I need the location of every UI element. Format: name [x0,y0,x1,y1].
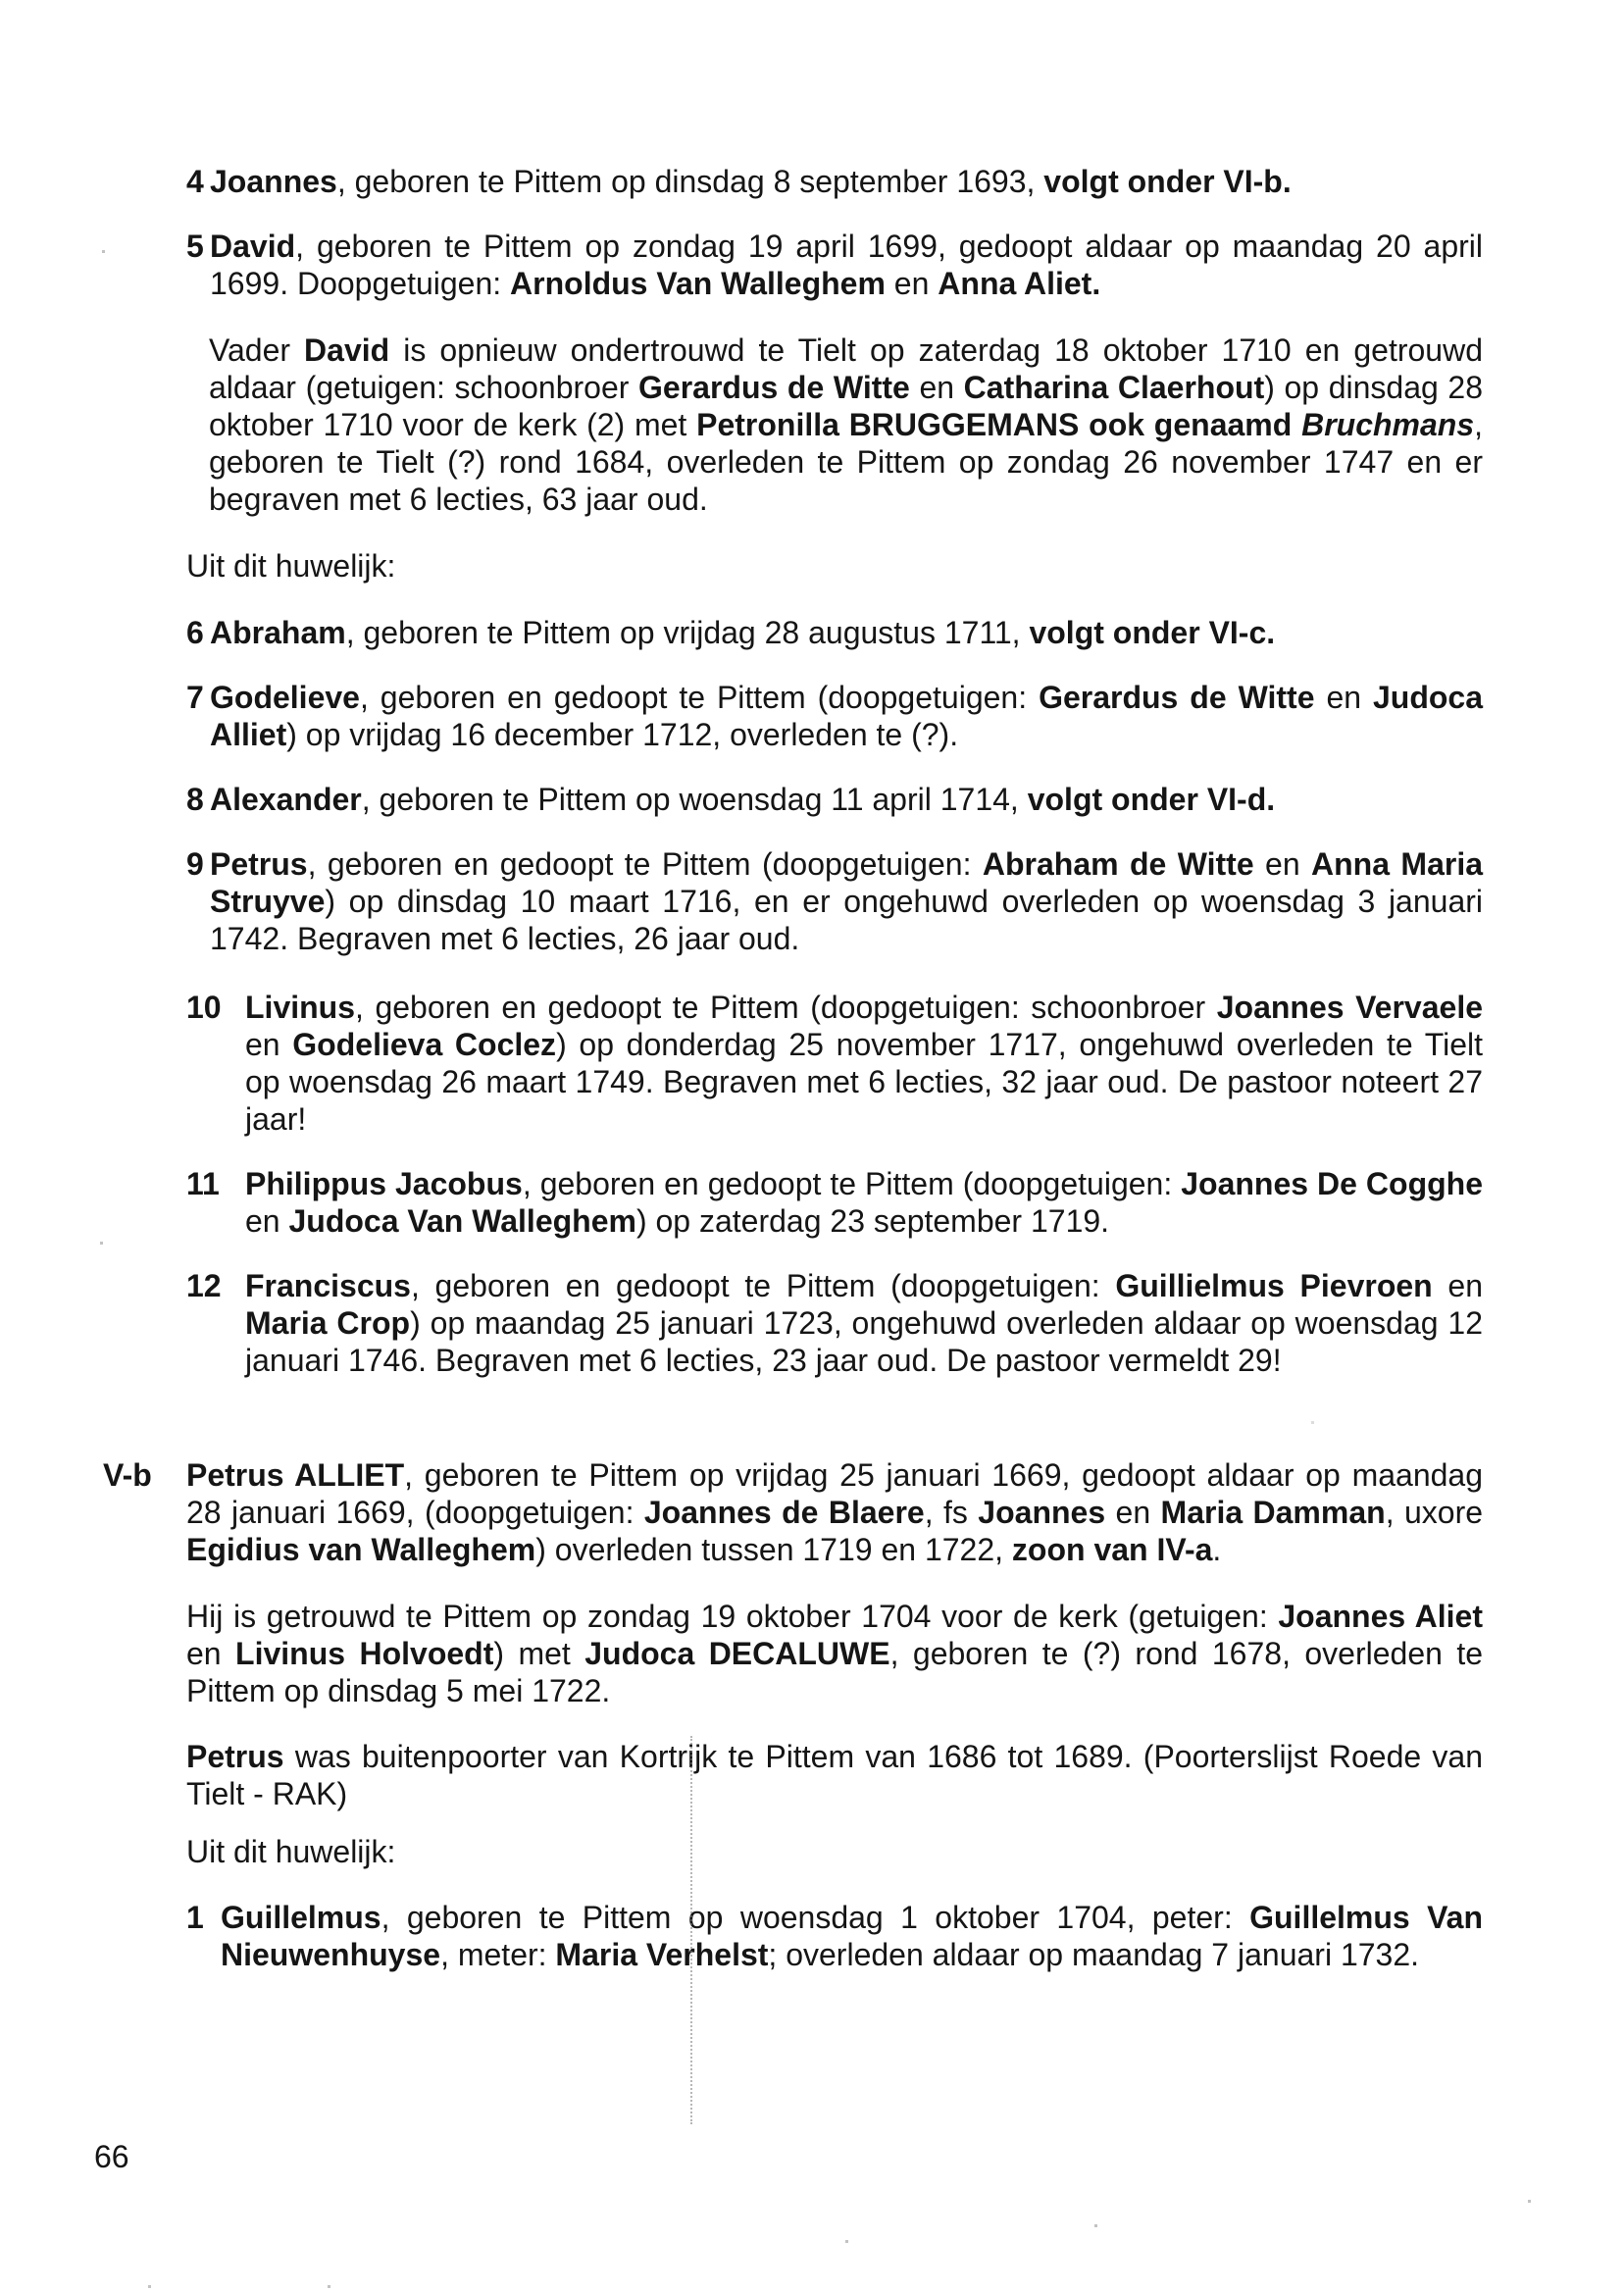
children-label: Uit dit huwelijk: [186,1834,396,1869]
genealogy-entry-10 [186,989,1483,1138]
entry-text: Livinus, geboren en gedoopt te Pittem (doopgetuigen: schoonbroer Joannes Vervaele en Godelieva Coclez) op donderdag 25 november 1717, ongehuwd overleden te Tielt op woensdag 26 maart 1749. Begraven met 6 lecties, 32 jaar oud. De pastoor noteert 27 jaar! [245,990,1484,1137]
section-vb-label: V-b [103,1457,152,1493]
entry-number: 8 [186,782,204,817]
genealogy-entry-1 [186,1899,1483,1973]
entry-text: Philippus Jacobus, geboren en gedoopt te Pittem (doopgetuigen: Joannes De Cogghe en Judoca Van Walleghem) op zaterdag 23 september 1719. [245,1166,1484,1239]
entry-text: Abraham, geboren te Pittem op vrijdag 28 augustus 1711, volgt onder VI-c. [210,615,1276,650]
scan-speck [1528,2200,1531,2203]
entry-number: 11 [186,1166,220,1201]
scan-speck [100,1242,103,1245]
section-vb-entry [103,1456,1483,1568]
scan-speck [328,2285,330,2288]
entry-text: Franciscus, geboren en gedoopt te Pittem (doopgetuigen: Guillielmus Pievroen en Maria Crop) op maandag 25 januari 1723, ongehuwd overleden aldaar op woensdag 12 januari 1746. Begraven met 6 lecties, 23 jaar oud. De pastoor vermeldt 29! [245,1268,1484,1378]
scan-artifact-line [690,1736,692,2124]
entry-number: 10 [186,990,222,1025]
genealogy-entry-6 [186,614,1483,651]
entry-text: Alexander, geboren te Pittem op woensdag 11 april 1714, volgt onder VI-d. [210,782,1276,817]
scan-speck [102,250,105,253]
marriage-paragraph: Hij is getrouwd te Pittem op zondag 19 oktober 1704 voor de kerk (getuigen: Joannes Aliet en Livinus Holvoedt) met Judoca DECALUWE, geboren te (?) rond 1678, overleden te Pittem op dinsdag 5 mei 1722. [186,1599,1484,1708]
entry-text: Petrus ALLIET, geboren te Pittem op vrijdag 25 januari 1669, gedoopt aldaar op maandag 28 januari 1669, (doopgetuigen: Joannes de Blaere, fs Joannes en Maria Damman, uxore Egidius van Walleghem) overleden tussen 1719 en 1722, zoon van IV-a. [186,1457,1484,1567]
scan-speck [1094,2224,1097,2227]
genealogy-entry-11 [186,1165,1483,1240]
genealogy-entry-9 [186,845,1483,957]
entry-text: Guillelmus, geboren te Pittem op woensdag 1 oktober 1704, peter: Guillelmus Van Nieuwenhuyse, meter: Maria Verhelst; overleden aldaar op maandag 7 januari 1732. [221,1900,1484,1972]
remarriage-paragraph: Vader David is opnieuw ondertrouwd te Tielt op zaterdag 18 oktober 1710 en getrouwd aldaar (getuigen: schoonbroer Gerardus de Witte en Catharina Claerhout) op dinsdag 28 oktober 1710 voor de kerk (2) met Petronilla BRUGGEMANS ook genaamd Bruchmans, geboren te Tielt (?) rond 1684, overleden te Pittem op zondag 26 november 1747 en er begraven met 6 lecties, 63 jaar oud. [209,332,1484,517]
genealogy-entry-5 [186,228,1483,302]
buitenpoorter-paragraph: Petrus was buitenpoorter van Kortrijk te Pittem van 1686 tot 1689. (Poorterslijst Roede van Tielt - RAK) [186,1739,1483,1811]
entry-text: David, geboren te Pittem op zondag 19 april 1699, gedoopt aldaar op maandag 20 april 1699. Doopgetuigen: Arnoldus Van Walleghem en Anna Aliet. [210,229,1483,301]
genealogy-entry-7 [186,679,1483,753]
children-label: Uit dit huwelijk: [186,548,396,584]
entry-number: 6 [186,615,204,650]
entry-text: Joannes, geboren te Pittem op dinsdag 8 september 1693, volgt onder VI-b. [210,164,1292,199]
genealogy-entry-4 [186,163,1483,200]
entry-number: 4 [186,164,204,199]
page-number: 66 [94,2139,129,2174]
entry-number: 1 [186,1900,204,1935]
scan-speck [1311,1421,1314,1424]
entry-text: Petrus, geboren en gedoopt te Pittem (doopgetuigen: Abraham de Witte en Anna Maria Struyve) op dinsdag 10 maart 1716, en er ongehuwd overleden op woensdag 3 januari 1742. Begraven met 6 lecties, 26 jaar oud. [210,846,1484,956]
entry-number: 5 [186,229,204,264]
entry-text: Godelieve, geboren en gedoopt te Pittem (doopgetuigen: Gerardus de Witte en Judoca Alliet) op vrijdag 16 december 1712, overleden te (?). [210,680,1484,752]
entry-number: 7 [186,680,204,715]
genealogy-entry-8 [186,781,1483,818]
entry-number: 12 [186,1268,222,1303]
scan-speck [845,2240,848,2243]
entry-number: 9 [186,846,204,882]
genealogy-entry-12 [186,1267,1483,1379]
scan-speck [148,2285,151,2288]
